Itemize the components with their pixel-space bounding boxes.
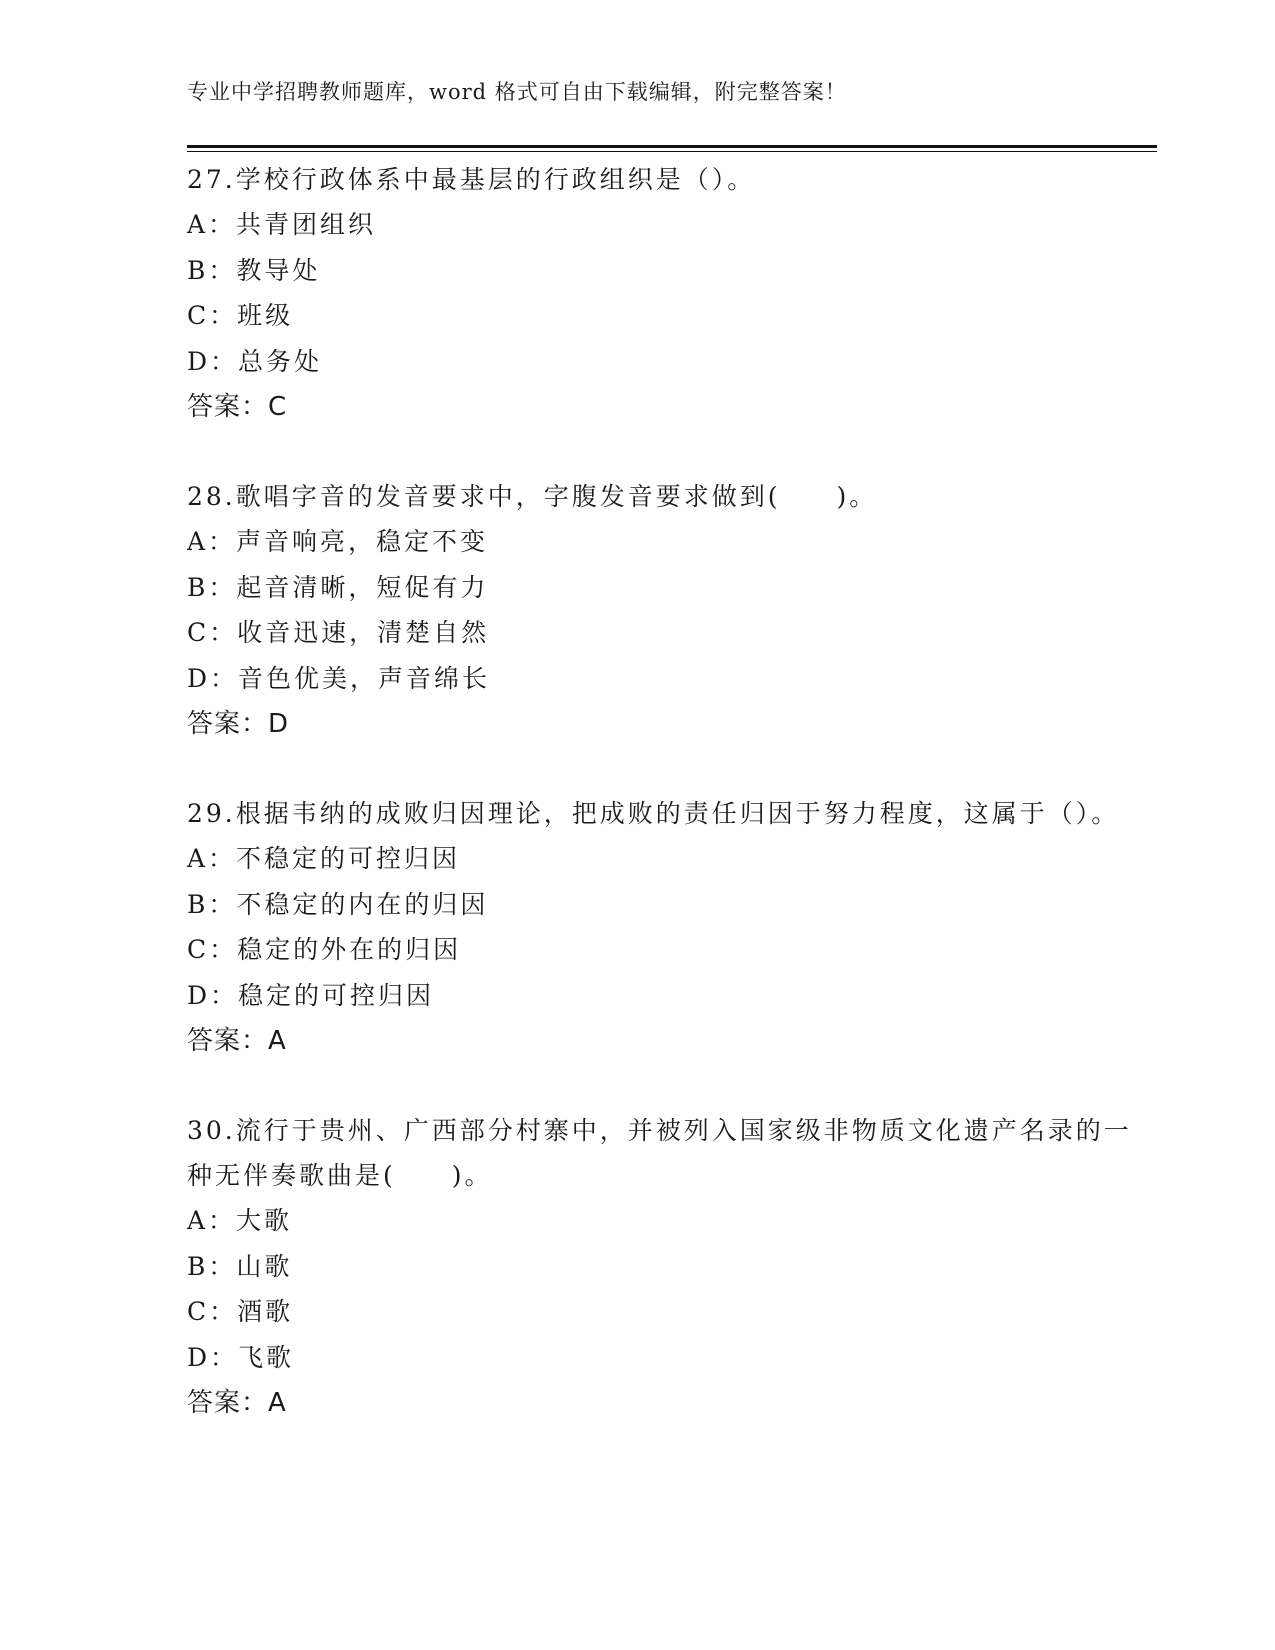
question-27 <box>187 157 1157 430</box>
option-c: C：稳定的外在的归因 <box>187 935 462 964</box>
answer-line: 答案：D <box>187 709 290 739</box>
page-header: 专业中学招聘教师题库，word 格式可自由下载编辑，附完整答案！ <box>187 80 847 104</box>
option-c: C：收音迅速，清楚自然 <box>187 618 490 647</box>
question-stem: 27.学校行政体系中最基层的行政组织是（）。 <box>187 165 756 194</box>
option-d: D：音色优美，声音绵长 <box>187 663 491 693</box>
option-c: C：酒歌 <box>187 1297 294 1326</box>
question-30 <box>187 1108 1157 1426</box>
option-b: B：起音清晰，短促有力 <box>187 572 489 602</box>
question-29 <box>187 791 1157 1064</box>
option-b: B：教导处 <box>187 255 321 285</box>
option-a: A：声音响亮，稳定不变 <box>187 527 489 556</box>
option-d: D：飞歌 <box>187 1342 295 1372</box>
option-a: A：共青团组织 <box>187 210 377 239</box>
question-stem: 29.根据韦纳的成败归因理论，把成败的责任归因于努力程度，这属于（）。 <box>187 799 1120 828</box>
option-a: A：不稳定的可控归因 <box>187 844 461 873</box>
question-28 <box>187 474 1157 747</box>
question-stem: 30.流行于贵州、广西部分村寨中，并被列入国家级非物质文化遗产名录的一种无伴奏歌曲是( )。 <box>187 1116 1132 1190</box>
answer-line: 答案：A <box>187 1026 287 1056</box>
option-b: B：山歌 <box>187 1251 293 1281</box>
option-d: D：总务处 <box>187 346 323 376</box>
answer-line: 答案：A <box>187 1388 287 1418</box>
header-divider <box>187 145 1157 152</box>
option-b: B：不稳定的内在的归因 <box>187 889 489 919</box>
answer-line: 答案：C <box>187 392 288 422</box>
option-c: C：班级 <box>187 301 294 330</box>
question-list <box>187 157 1157 1470</box>
question-stem: 28.歌唱字音的发音要求中，字腹发音要求做到( )。 <box>187 482 878 511</box>
option-a: A：大歌 <box>187 1206 293 1235</box>
option-d: D：稳定的可控归因 <box>187 980 435 1010</box>
